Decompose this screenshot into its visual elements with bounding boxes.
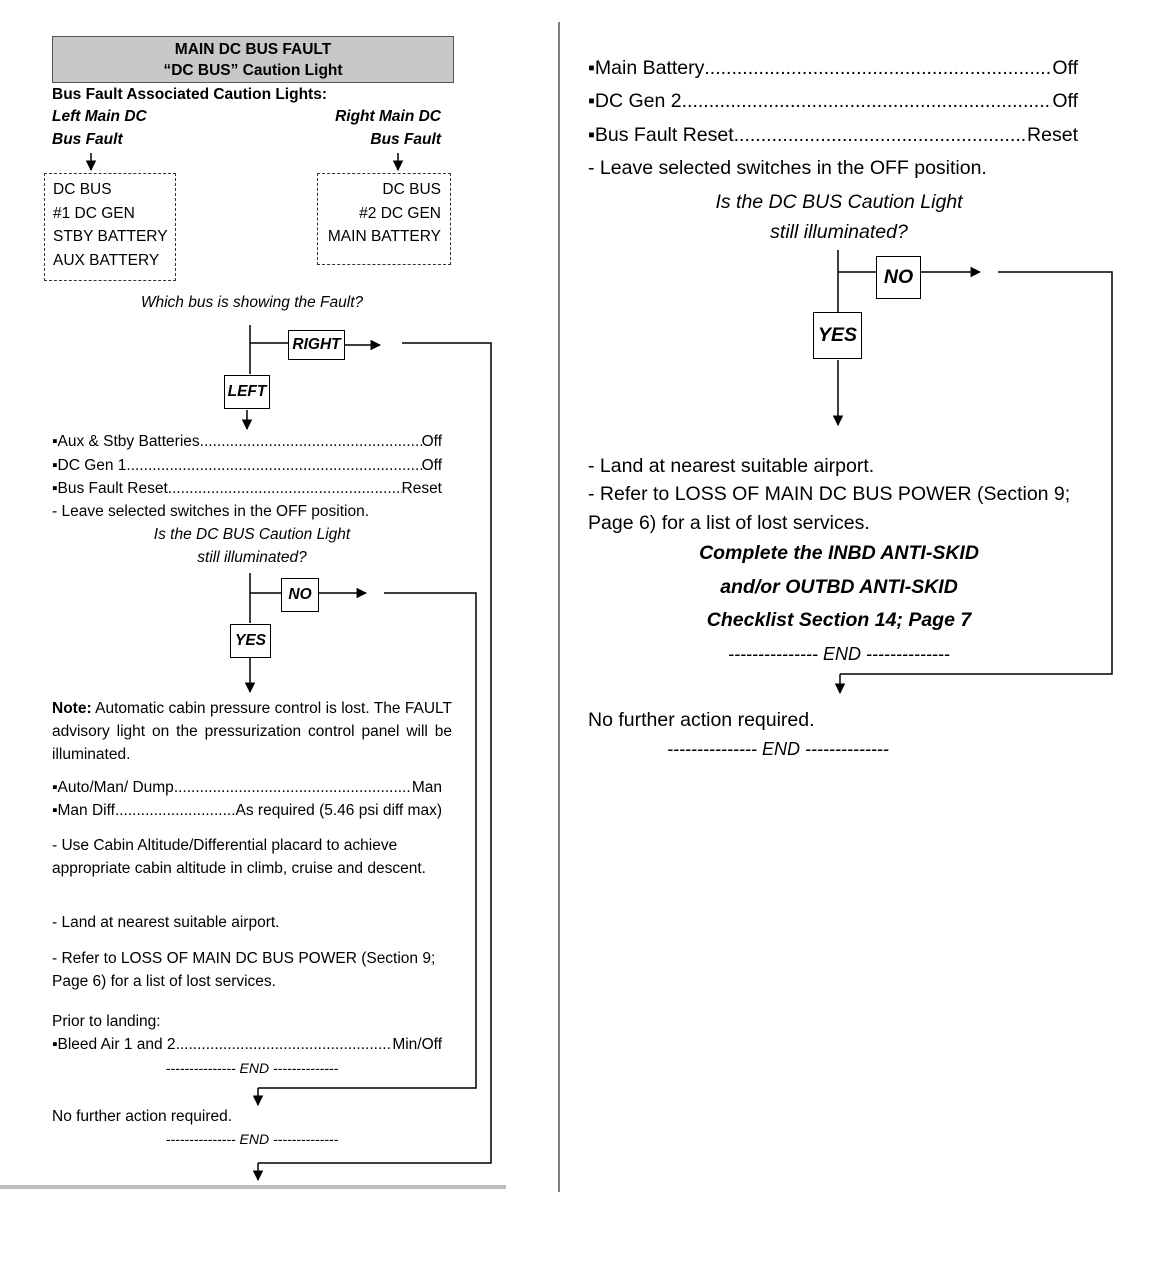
item-action: Man [411,779,442,796]
item-action: Off [421,433,442,450]
item-name: ▪Aux & Stby Batteries [52,433,200,450]
complete-checklist-3: Checklist Section 14; Page 7 [706,609,972,631]
no-further-action: No further action required. [588,709,815,731]
left-light: DC BUS [53,181,112,198]
note-text: Automatic cabin pressure control is lost. The FAULT advisory light on the pressurization control panel will be illuminated. [52,700,452,763]
right-light: DC BUS [382,181,441,198]
question-which-bus: Which bus is showing the Fault? [140,294,364,311]
refer-note-1: - Refer to LOSS OF MAIN DC BUS POWER (Section 9; [588,483,1071,505]
item-action: Reset [1027,124,1078,146]
end-marker: --------------- END -------------- [728,644,950,664]
note-label: Note: [52,700,92,717]
no-further-action: No further action required. [52,1108,233,1125]
question-caution-1: Is the DC BUS Caution Light [715,191,963,213]
leave-switches-note: - Leave selected switches in the OFF position. [588,157,987,179]
left-light: STBY BATTERY [53,228,168,245]
no-path-connector [258,593,476,1088]
left-light: AUX BATTERY [53,251,160,269]
item-name: ▪Bleed Air 1 and 2 [52,1036,176,1053]
no-path-connector [840,272,1112,674]
item-name: ▪Bus Fault Reset [588,124,734,146]
leave-switches-note: - Leave selected switches in the OFF position. [52,503,370,520]
left-bus-label-1: Left Main DC [52,108,147,125]
right-branch-label: RIGHT [288,330,345,360]
left-light: #1 DC GEN [53,204,135,222]
item-name: ▪DC Gen 2 [588,90,682,112]
end-marker: --------------- END -------------- [667,739,889,759]
item-name: ▪Man Diff [52,802,115,819]
yes-branch-label: YES [230,624,271,658]
complete-checklist-1: Complete the INBD ANTI-SKID [699,542,979,564]
item-name: ▪Bus Fault Reset [52,480,168,497]
yes-branch-label: YES [813,312,862,359]
item-action: Off [1052,90,1078,112]
associated-heading: Bus Fault Associated Caution Lights: [52,86,327,103]
prior-to-landing: Prior to landing: [52,1013,161,1030]
left-branch-label: LEFT [224,375,270,409]
no-branch-label: NO [876,256,921,299]
item-action: Reset [401,480,442,497]
right-bus-label-1: Right Main DC [335,108,441,125]
refer-note-2: Page 6) for a list of lost services. [588,512,870,534]
item-name: ▪DC Gen 1 [52,457,127,474]
item-name: ▪Auto/Man/ Dump [52,779,174,796]
right-light: #2 DC GEN [359,204,441,222]
right-light: MAIN BATTERY [327,228,441,245]
item-action: Off [1052,57,1078,79]
item-action: As required (5.46 psi diff max) [235,802,442,819]
question-caution-1: Is the DC BUS Caution Light [153,526,351,543]
item-name: ▪Main Battery [588,57,705,79]
land-note: - Land at nearest suitable airport. [588,455,875,477]
land-note: - Land at nearest suitable airport. [52,914,280,931]
right-bus-label-2: Bus Fault [370,131,441,148]
right-path-connector [258,343,491,1163]
item-action: Off [421,457,442,474]
end-marker: --------------- END -------------- [165,1131,339,1147]
title-line-1: MAIN DC BUS FAULT [174,41,332,58]
left-bus-label-2: Bus Fault [52,131,123,148]
complete-checklist-2: and/or OUTBD ANTI-SKID [720,576,958,598]
question-caution-2: still illuminated? [770,221,908,243]
title-line-2: “DC BUS” Caution Light [163,62,343,79]
placard-note: - Use Cabin Altitude/Differential placard to achieve appropriate cabin altitude in climb, cruise and descent. [52,837,426,877]
no-branch-label: NO [281,578,319,612]
item-action: Min/Off [392,1036,442,1053]
refer-note: - Refer to LOSS OF MAIN DC BUS POWER (Section 9; Page 6) for a list of lost services. [52,950,436,990]
question-caution-2: still illuminated? [197,549,307,566]
end-marker: --------------- END -------------- [165,1060,339,1076]
